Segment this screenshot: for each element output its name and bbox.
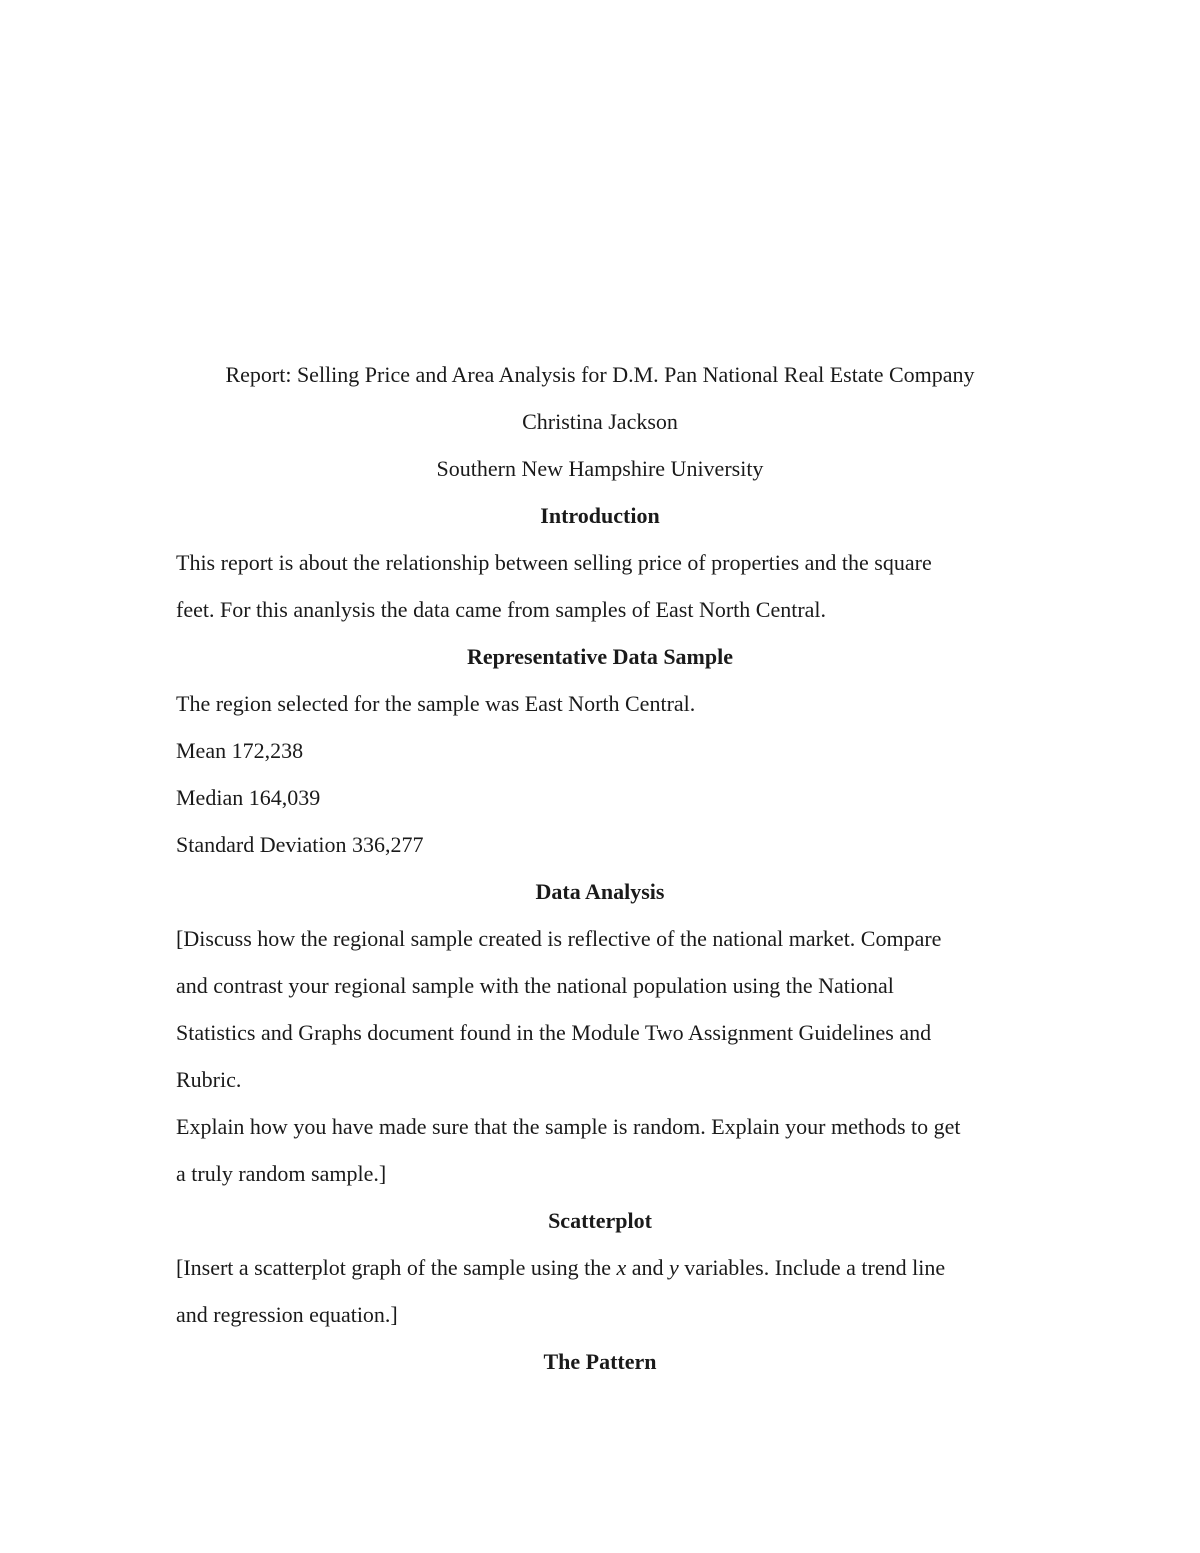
x-variable: x — [616, 1255, 627, 1280]
paragraph-line: This report is about the relationship between selling price of properties and the square — [176, 550, 932, 575]
text-segment: [Insert a scatterplot graph of the sample using the — [176, 1255, 617, 1280]
paragraph-line: Explain how you have made sure that the sample is random. Explain your methods to get — [176, 1114, 961, 1139]
scatterplot-paragraph — [176, 1244, 1024, 1338]
text-segment: and — [626, 1255, 670, 1280]
paragraph-line: and regression equation.] — [176, 1302, 398, 1327]
paragraph-line: and contrast your regional sample with the national population using the National — [176, 973, 894, 998]
paragraph-line: [Discuss how the regional sample created is reflective of the national market. Compare — [176, 926, 942, 951]
y-variable: y — [669, 1255, 679, 1280]
author-name: Christina Jackson — [522, 409, 678, 434]
paragraph-line: a truly random sample.] — [176, 1161, 387, 1186]
paragraph-line: Statistics and Graphs document found in the Module Two Assignment Guidelines and — [176, 1020, 932, 1045]
representative-sample-heading: Representative Data Sample — [467, 644, 733, 669]
paragraph-line — [176, 1244, 1024, 1291]
introduction-heading: Introduction — [540, 503, 660, 528]
scatterplot-heading: Scatterplot — [548, 1208, 652, 1233]
paragraph-line: feet. For this ananlysis the data came from samples of East North Central. — [176, 597, 827, 622]
pattern-heading: The Pattern — [543, 1349, 657, 1374]
mean-value: Mean 172,238 — [176, 738, 304, 763]
report-title: Report: Selling Price and Area Analysis for D.M. Pan National Real Estate Company — [225, 362, 975, 387]
region-statement: The region selected for the sample was East North Central. — [176, 691, 696, 716]
std-dev-value: Standard Deviation 336,277 — [176, 832, 424, 857]
data-analysis-paragraph — [176, 915, 1024, 1197]
introduction-paragraph — [176, 539, 1024, 633]
institution-name: Southern New Hampshire University — [436, 456, 764, 481]
text-segment: variables. Include a trend line — [678, 1255, 946, 1280]
data-analysis-heading: Data Analysis — [535, 879, 665, 904]
document-body — [176, 351, 1024, 1385]
median-value: Median 164,039 — [176, 785, 321, 810]
paragraph-line: Rubric. — [176, 1067, 242, 1092]
